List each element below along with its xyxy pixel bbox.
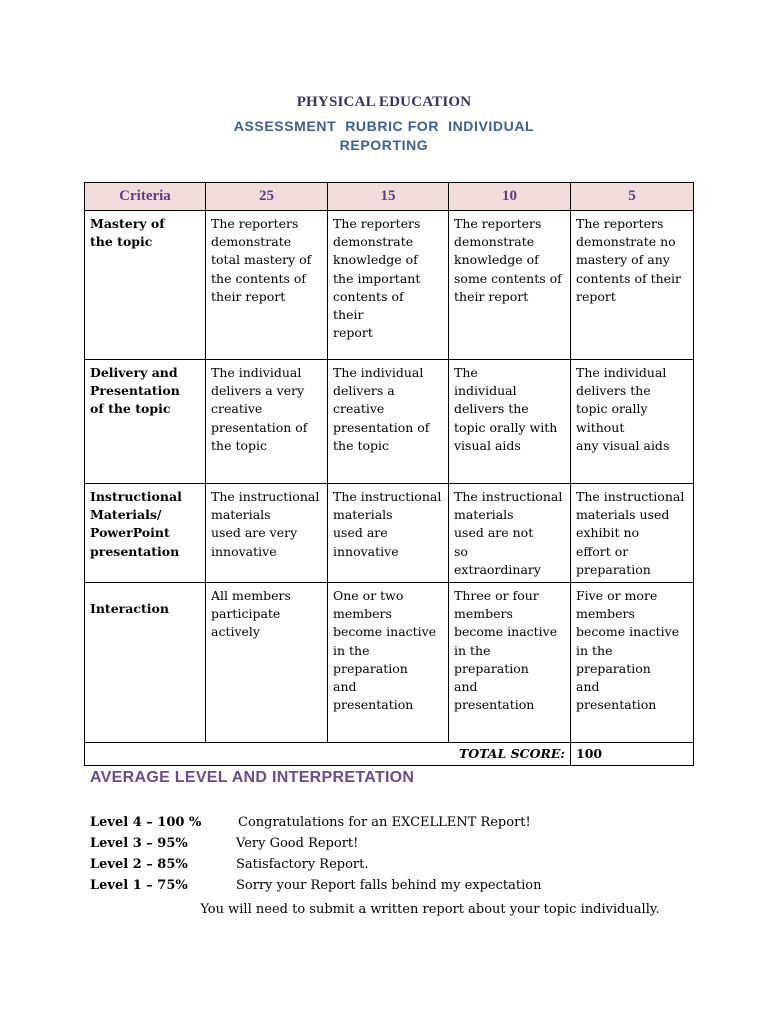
column-header-15: 15 xyxy=(328,183,449,211)
score-cell-15 xyxy=(328,211,449,360)
total-score-row xyxy=(85,743,694,766)
cell-text: The reporters demonstrate knowledge of some contents of their report xyxy=(454,216,562,304)
score-cell-15 xyxy=(328,360,449,484)
level-label: Level 4 – 100 % xyxy=(90,815,202,830)
score-cell-10 xyxy=(449,484,571,583)
cell-text: The instructional materials used exhibit no effort or preparation xyxy=(576,489,685,577)
criterion-cell xyxy=(85,484,206,583)
level-text: Very Good Report! xyxy=(236,836,359,851)
rubric-row-mastery xyxy=(85,211,694,360)
criterion-cell xyxy=(85,583,206,743)
score-cell-15 xyxy=(328,583,449,743)
cell-text: The reporters demonstrate total mastery of the contents of their report xyxy=(211,216,312,304)
score-cell-10 xyxy=(449,211,571,360)
score-cell-10 xyxy=(449,360,571,484)
column-header-5: 5 xyxy=(571,183,694,211)
cell-text: The instructional materials used are not so extraordinary xyxy=(454,489,563,577)
column-header-criteria: Criteria xyxy=(85,183,206,211)
criterion-label: Interaction xyxy=(90,601,169,616)
cell-text: The instructional materials used are innovative xyxy=(333,489,442,559)
subtitle-line-1: ASSESSMENT RUBRIC FOR INDIVIDUAL xyxy=(233,118,535,134)
level-label: Level 2 – 85% xyxy=(90,857,188,872)
cell-text: The instructional materials used are very innovative xyxy=(211,489,320,559)
rubric-row-delivery xyxy=(85,360,694,484)
level-text: Sorry your Report falls behind my expectation xyxy=(236,878,542,893)
total-score-value: 100 xyxy=(571,743,694,766)
level-text: Congratulations for an EXCELLENT Report! xyxy=(238,815,531,830)
rubric-table xyxy=(84,182,694,766)
score-cell-5 xyxy=(571,484,694,583)
column-header-25: 25 xyxy=(206,183,328,211)
subtitle-line-2: REPORTING xyxy=(339,137,429,153)
cell-text: The individual delivers a creative presentation of the topic xyxy=(333,365,430,453)
score-cell-25 xyxy=(206,360,328,484)
score-cell-5 xyxy=(571,360,694,484)
criterion-label: Delivery and Presentation of the topic xyxy=(90,365,180,417)
score-cell-10 xyxy=(449,583,571,743)
score-cell-5 xyxy=(571,583,694,743)
cell-text: The reporters demonstrate no mastery of any contents of their report xyxy=(576,216,682,304)
total-score-label: TOTAL SCORE: xyxy=(85,743,571,766)
level-label: Level 1 – 75% xyxy=(90,878,188,893)
page-subtitle xyxy=(0,117,768,155)
cell-text: Five or more members become inactive in the preparation and presentation xyxy=(576,588,680,713)
cell-text: Three or four members become inactive in the preparation and presentation xyxy=(454,588,558,713)
criterion-label: Mastery of the topic xyxy=(90,216,165,250)
score-cell-15 xyxy=(328,484,449,583)
submission-note: You will need to submit a written report about your topic individually. xyxy=(200,902,660,917)
score-cell-25 xyxy=(206,211,328,360)
column-header-10: 10 xyxy=(449,183,571,211)
level-label: Level 3 – 95% xyxy=(90,836,188,851)
page-title: PHYSICAL EDUCATION xyxy=(296,94,472,110)
cell-text: The individual delivers the topic orally without any visual aids xyxy=(576,365,670,453)
cell-text: The individual delivers a very creative presentation of the topic xyxy=(211,365,308,453)
criterion-cell xyxy=(85,211,206,360)
cell-text: One or two members become inactive in the preparation and presentation xyxy=(333,588,437,713)
cell-text: All members participate actively xyxy=(211,588,291,640)
rubric-header-row xyxy=(85,183,694,211)
score-cell-25 xyxy=(206,484,328,583)
rubric-row-interaction xyxy=(85,583,694,743)
score-cell-5 xyxy=(571,211,694,360)
criterion-cell xyxy=(85,360,206,484)
interpretation-heading: AVERAGE LEVEL AND INTERPRETATION xyxy=(90,769,415,786)
rubric-row-materials xyxy=(85,484,694,583)
criterion-label: Instructional Materials/ PowerPoint presentation xyxy=(90,489,182,559)
cell-text: The reporters demonstrate knowledge of the important contents of their report xyxy=(333,216,421,341)
score-cell-25 xyxy=(206,583,328,743)
cell-text: The individual delivers the topic orally with visual aids xyxy=(454,365,558,453)
level-text: Satisfactory Report. xyxy=(236,857,369,872)
